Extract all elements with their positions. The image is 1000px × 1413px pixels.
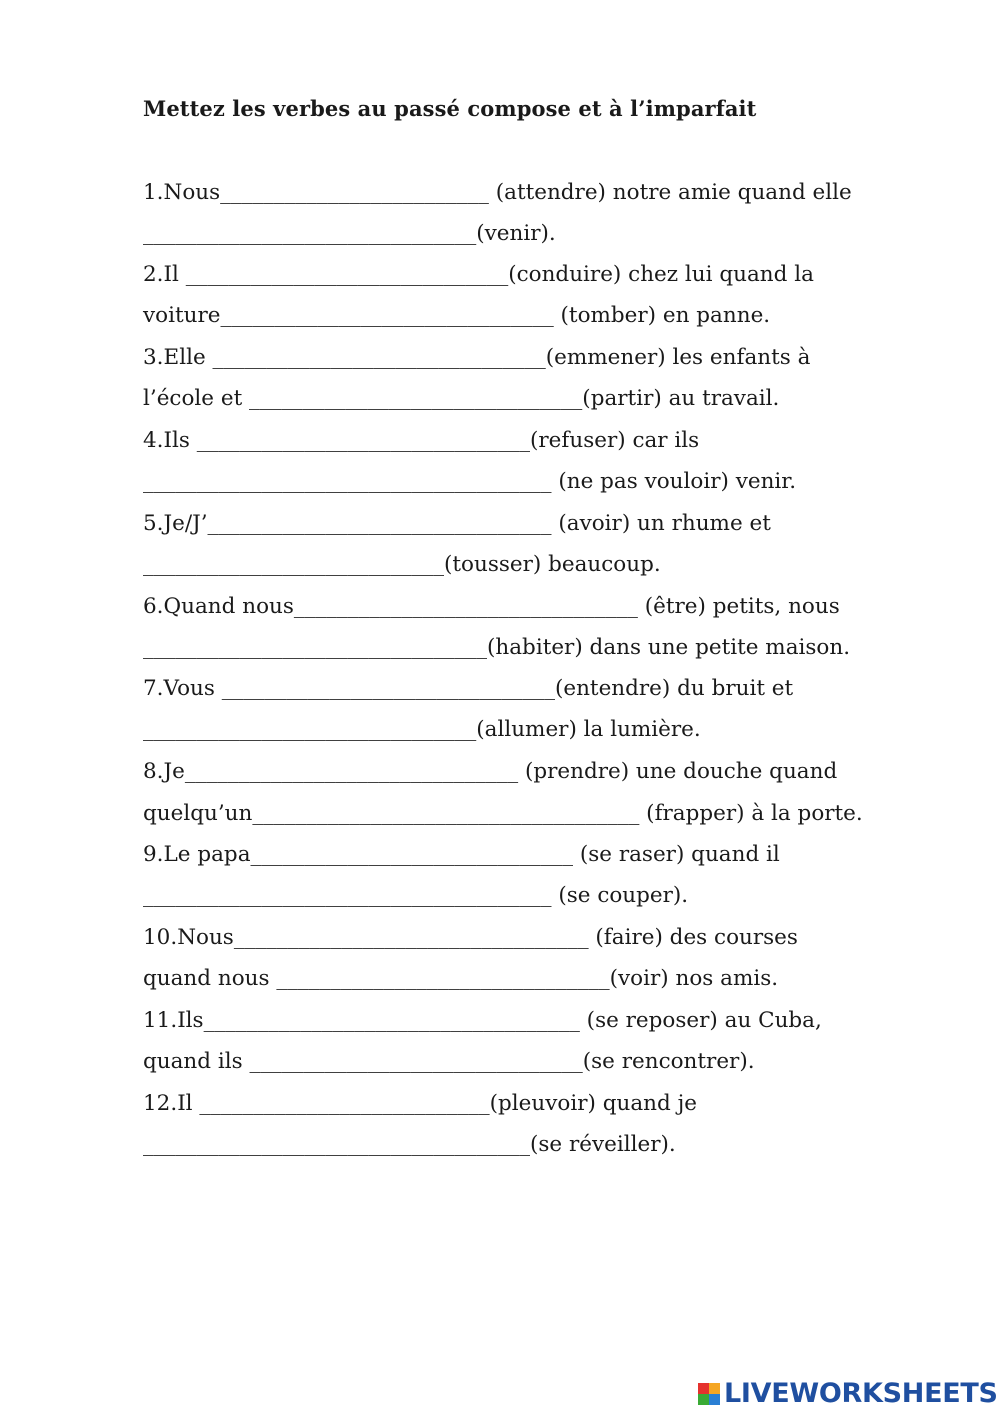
exercise-line: 12.Il ___________________________(pleuvoir) quand je [143,1091,697,1116]
logo-square [709,1394,720,1405]
exercise-line: 2.Il ______________________________(conduire) chez lui quand la [143,262,814,287]
exercise-line: 3.Elle _______________________________(emmener) les enfants à [143,345,811,370]
exercise-line: _______________________________(allumer) la lumière. [143,717,701,742]
worksheet-title: Mettez les verbes au passé compose et à l’imparfait [143,96,757,121]
liveworksheets-logo-icon [698,1383,720,1405]
logo-square [698,1383,709,1394]
exercise-line: 1.Nous_________________________ (attendre) notre amie quand elle [143,180,852,205]
exercise-line: quand ils _______________________________(se rencontrer). [143,1049,755,1074]
logo-square [709,1383,720,1394]
exercise-line: 8.Je_______________________________ (prendre) une douche quand [143,759,838,784]
exercise-line: 7.Vous _______________________________(entendre) du bruit et [143,676,794,701]
exercise-line: 10.Nous_________________________________ (faire) des courses [143,925,798,950]
exercise-line: 11.Ils___________________________________ (se reposer) au Cuba, [143,1008,822,1033]
exercise-line: _______________________________(venir). [143,221,556,246]
exercise-line: ____________________________________(se réveiller). [143,1132,676,1157]
logo-square [698,1394,709,1405]
liveworksheets-logo [698,1378,998,1409]
exercise-line: l’école et _______________________________(partir) au travail. [143,386,780,411]
exercise-line: 6.Quand nous________________________________ (être) petits, nous [143,594,840,619]
exercise-line: 5.Je/J’________________________________ (avoir) un rhume et [143,511,771,536]
exercise-line: quand nous _______________________________(voir) nos amis. [143,966,779,991]
logo-text: LIVEWORKSHEETS [724,1378,998,1409]
exercise-line: ____________________________(tousser) beaucoup. [143,552,661,577]
exercise-line: 9.Le papa______________________________ (se raser) quand il [143,842,780,867]
exercise-line: 4.Ils _______________________________(refuser) car ils [143,428,700,453]
exercise-line: ______________________________________ (ne pas vouloir) venir. [143,469,797,494]
exercise-line: ________________________________(habiter) dans une petite maison. [143,635,851,660]
exercise-line: ______________________________________ (se couper). [143,883,689,908]
exercise-line: voiture_______________________________ (tomber) en panne. [143,303,771,328]
exercise-line: quelqu’un____________________________________ (frapper) à la porte. [143,801,863,826]
